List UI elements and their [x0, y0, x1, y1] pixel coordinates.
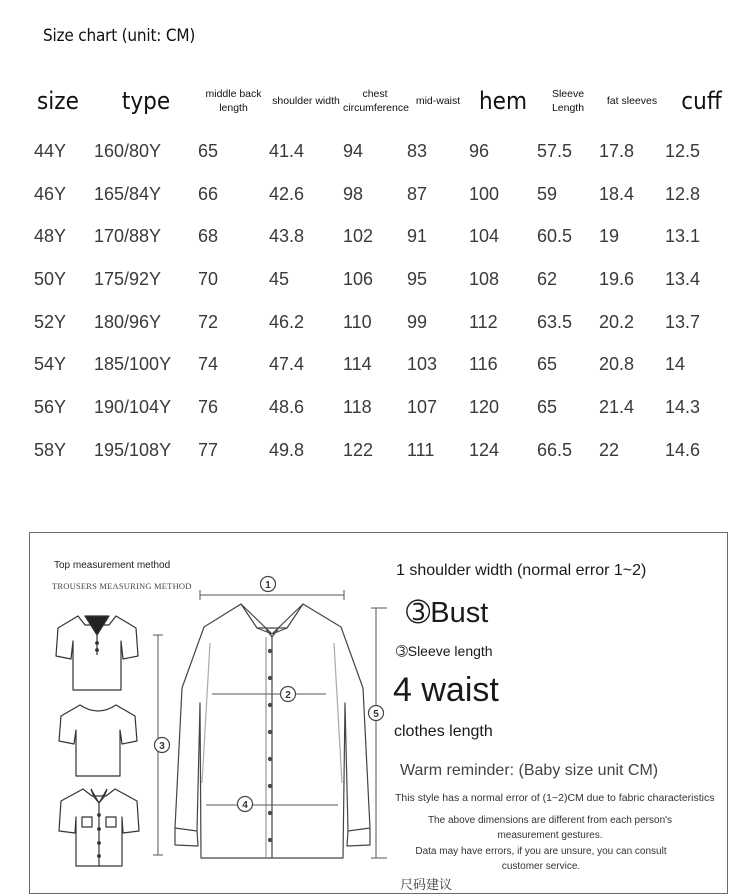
column-header: cuff [681, 86, 722, 115]
table-row [22, 215, 738, 258]
table-cell: 83 [407, 140, 428, 161]
marker-label-4: 4 [242, 800, 248, 811]
table-cell: 14.6 [665, 439, 701, 460]
table-cell: 170/88Y [94, 226, 162, 247]
table-cell: 58Y [34, 439, 67, 460]
table-row [22, 343, 738, 386]
table-cell: 48.6 [269, 396, 305, 417]
table-cell: 18.4 [599, 183, 635, 204]
chart-title: Size chart (unit: CM) [43, 26, 196, 46]
table-cell: 14 [665, 354, 686, 375]
table-cell: 42.6 [269, 183, 305, 204]
table-cell: 104 [469, 226, 500, 247]
marker-label-3: 3 [159, 741, 165, 752]
measure-method-title: Top measurement method [54, 560, 171, 571]
table-cell: 74 [198, 354, 219, 375]
table-cell: 195/108Y [94, 439, 172, 460]
table-cell: 96 [469, 140, 490, 161]
table-cell: 13.7 [665, 311, 701, 332]
table-body [22, 130, 738, 472]
table-cell: 102 [343, 226, 374, 247]
table-cell: 43.8 [269, 226, 305, 247]
table-cell: 175/92Y [94, 268, 162, 289]
table-cell: 50Y [34, 268, 67, 289]
note-waist: 4 waist [393, 671, 499, 709]
column-header: shoulder width [272, 94, 340, 107]
note-bust: ➂Bust [406, 597, 489, 629]
table-cell: 94 [343, 140, 364, 161]
marker-label-2: 2 [285, 690, 291, 701]
size-table [22, 72, 738, 472]
table-cell: 122 [343, 439, 374, 460]
table-cell: 13.4 [665, 268, 701, 289]
table-cell: 165/84Y [94, 183, 162, 204]
table-cell: 70 [198, 268, 219, 289]
table-cell: 99 [407, 311, 428, 332]
table-cell: 112 [469, 311, 498, 332]
table-cell: 59 [537, 183, 558, 204]
table-header-row [22, 72, 738, 130]
table-row [22, 258, 738, 301]
table-cell: 103 [407, 354, 438, 375]
table-cell: 45 [269, 268, 290, 289]
table-cell: 41.4 [269, 140, 305, 161]
polo-shirt-icon [56, 616, 138, 690]
table-cell: 54Y [34, 354, 67, 375]
table-cell: 44Y [34, 140, 67, 161]
note-clothes-length: clothes length [394, 723, 493, 740]
table-cell: 160/80Y [94, 140, 162, 161]
table-cell: 77 [198, 439, 219, 460]
table-cell: 52Y [34, 311, 67, 332]
table-cell: 106 [343, 268, 374, 289]
table-cell: 118 [343, 396, 372, 417]
note-sleeve-length: ➂Sleeve length [396, 643, 493, 659]
table-cell: 111 [407, 439, 435, 460]
table-cell: 65 [198, 140, 219, 161]
table-cell: 12.5 [665, 140, 701, 161]
table-cell: 66.5 [537, 439, 573, 460]
table-cell: 60.5 [537, 226, 573, 247]
table-cell: 185/100Y [94, 354, 172, 375]
note-warm-reminder: Warm reminder: (Baby size unit CM) [400, 762, 659, 779]
table-cell: 66 [198, 183, 219, 204]
marker-label-1: 1 [265, 580, 271, 591]
table-cell: 48Y [34, 226, 67, 247]
table-cell: 47.4 [269, 354, 305, 375]
table-cell: 98 [343, 183, 364, 204]
table-cell: 65 [537, 396, 558, 417]
table-cell: 20.2 [599, 311, 635, 332]
note-shoulder-width: 1 shoulder width (normal error 1~2) [396, 562, 647, 579]
column-header: size [37, 86, 79, 115]
table-cell: 46.2 [269, 311, 305, 332]
table-cell: 108 [469, 268, 500, 289]
table-row [22, 301, 738, 344]
table-cell: 95 [407, 268, 428, 289]
note-bottom-cut: 尺码建议 [400, 877, 453, 892]
button-shirt-icon [59, 789, 139, 866]
column-header: middle back length [205, 87, 262, 114]
table-row [22, 429, 738, 472]
table-cell: 65 [537, 354, 558, 375]
note-dimensions-differ: The above dimensions are different from each person's measurement gestures. [427, 815, 673, 841]
table-cell: 20.8 [599, 354, 635, 375]
table-cell: 120 [469, 396, 500, 417]
note-consult-service: Data may have errors, if you are unsure, you can consult customer service. [415, 846, 667, 872]
table-cell: 87 [407, 183, 428, 204]
measurement-panel [29, 532, 728, 894]
table-cell: 76 [198, 396, 219, 417]
table-row [22, 173, 738, 216]
table-cell: 46Y [34, 183, 67, 204]
measure-method-subtitle: TROUSERS MEASURING METHOD [52, 581, 192, 591]
table-cell: 63.5 [537, 311, 573, 332]
table-cell: 116 [469, 354, 498, 375]
table-cell: 19.6 [599, 268, 635, 289]
column-header: type [121, 86, 171, 115]
column-header: chest circumference [343, 87, 409, 114]
note-normal-error: This style has a normal error of (1~2)CM due to fabric characteristics [395, 792, 715, 804]
table-cell: 72 [198, 311, 219, 332]
tshirt-icon [59, 705, 137, 776]
main-shirt-drawing [175, 604, 370, 858]
column-header: mid-waist [415, 94, 461, 107]
column-header: hem [478, 86, 528, 115]
table-cell: 12.8 [665, 183, 701, 204]
table-cell: 22 [599, 439, 620, 460]
table-cell: 57.5 [537, 140, 573, 161]
table-cell: 124 [469, 439, 500, 460]
table-cell: 17.8 [599, 140, 635, 161]
table-cell: 21.4 [599, 396, 635, 417]
table-cell: 68 [198, 226, 219, 247]
column-header: fat sleeves [606, 94, 658, 107]
table-cell: 107 [407, 396, 438, 417]
table-cell: 110 [343, 311, 372, 332]
column-header: Sleeve Length [551, 87, 585, 114]
table-cell: 19 [599, 226, 620, 247]
table-cell: 190/104Y [94, 396, 172, 417]
table-cell: 180/96Y [94, 311, 162, 332]
marker-label-5: 5 [373, 709, 379, 720]
table-cell: 100 [469, 183, 500, 204]
table-cell: 91 [407, 226, 428, 247]
table-cell: 56Y [34, 396, 67, 417]
table-cell: 114 [343, 354, 372, 375]
table-cell: 13.1 [665, 226, 701, 247]
table-cell: 62 [537, 268, 558, 289]
table-row [22, 386, 738, 429]
table-cell: 14.3 [665, 396, 701, 417]
table-cell: 49.8 [269, 439, 305, 460]
table-row [22, 130, 738, 173]
